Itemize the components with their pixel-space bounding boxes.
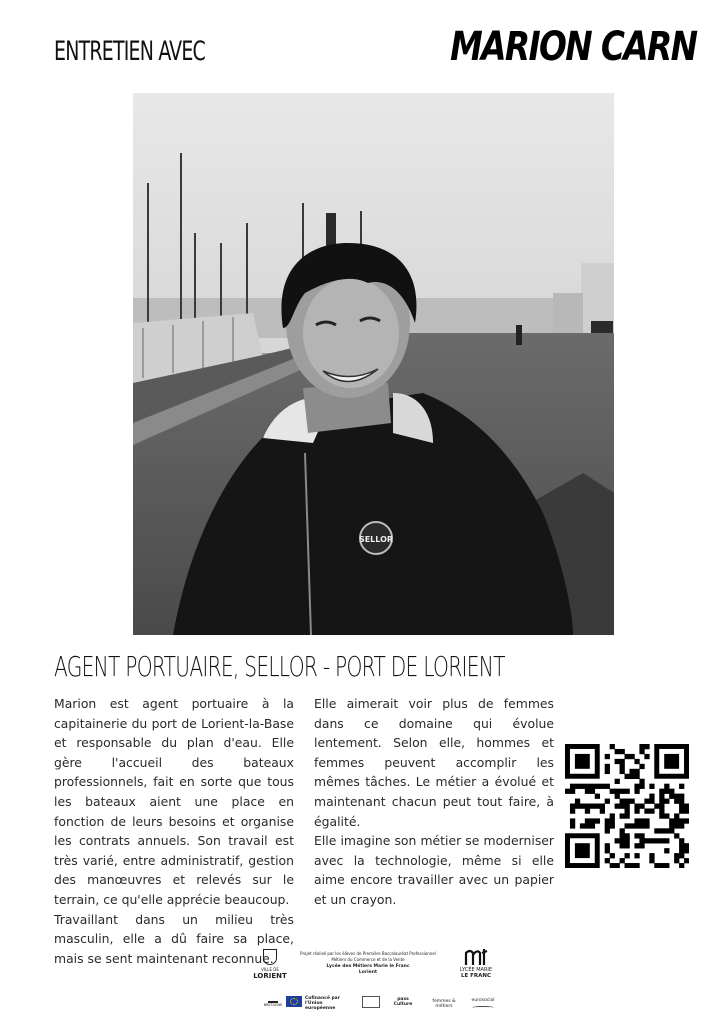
paragraph: Elle aimerait voir plus de femmes dans ce domaine qui évolue lentement. Selon elle, hommes et femmes peuvent accomplir les mêmes tâches. Le métier a évolué et maintenant chacun peut tout faire, à égalité. xyxy=(314,696,554,829)
lorient-crest-icon xyxy=(263,949,277,965)
pass-culture-logo: pass Culture xyxy=(393,997,413,1007)
eu-text: l'Union européenne xyxy=(305,1001,336,1011)
eurosocial-wave-icon xyxy=(472,1006,494,1009)
lorient-logo xyxy=(250,949,290,989)
region-logo-icon xyxy=(362,996,380,1008)
footer-logos xyxy=(0,945,724,1024)
lycee-mark-icon xyxy=(463,947,489,967)
lorient-logo-main: LORIENT xyxy=(253,972,287,980)
bretagne-text: BRETAGNE xyxy=(263,1003,283,1007)
paragraph: Travaillant dans un milieu très masculin, elle a dû faire sa place, mais se sent maintenant reconnue. xyxy=(54,911,294,966)
header-person-name: MARION CARN xyxy=(449,24,696,70)
project-line: Lycée des Métiers Marie le Franc xyxy=(326,964,410,969)
eu-cofinance xyxy=(305,996,345,1011)
lycee-logo xyxy=(454,947,498,979)
article-right-column xyxy=(314,694,554,910)
eurosocial-logo: eurosocial xyxy=(471,998,495,1003)
lycee-name-1: LYCÉE MARIE xyxy=(459,967,493,973)
article-left-column xyxy=(54,694,294,968)
project-credits xyxy=(298,951,438,976)
lycee-name-2: LE FRANC xyxy=(460,973,492,979)
portrait-photo xyxy=(133,93,614,635)
project-line: Projet réalisé par les élèves de Première Baccalauréat Professionnel xyxy=(300,951,436,956)
lorient-logo-top: VILLE DE xyxy=(261,967,279,972)
badge-text: SELLOR xyxy=(358,535,394,544)
eu-text: Cofinancé par xyxy=(305,996,340,1001)
bretagne-logo xyxy=(262,997,284,1007)
eu-flag-icon xyxy=(286,996,302,1007)
project-line: Lorient xyxy=(358,970,378,975)
femmes-metiers-logo: femmes & métiers xyxy=(432,999,456,1009)
job-title-heading: AGENT PORTUAIRE, SELLOR - PORT DE LORIENT xyxy=(54,650,505,683)
project-line: Métiers du Commerce et de la Vente xyxy=(331,957,405,962)
header-interview-label: ENTRETIEN AVEC xyxy=(54,36,206,67)
paragraph: Elle imagine son métier se moderniser avec la technologie, même si elle aime encore travailler avec un papier et un crayon. xyxy=(314,833,554,907)
qr-code[interactable] xyxy=(565,744,689,868)
paragraph: Marion est agent portuaire à la capitainerie du port de Lorient-la-Base et responsable du plan d'eau. Elle gère l'accueil des bateaux professionnels, fait en sorte que tous les bateaux aient une place en fonction de leurs besoins et organise les contrats annuels. Son travail est très varié, entre administratif, gestion des manœuvres et relevés sur le terrain, ce qu'elle apprécie beaucoup. xyxy=(54,696,294,907)
